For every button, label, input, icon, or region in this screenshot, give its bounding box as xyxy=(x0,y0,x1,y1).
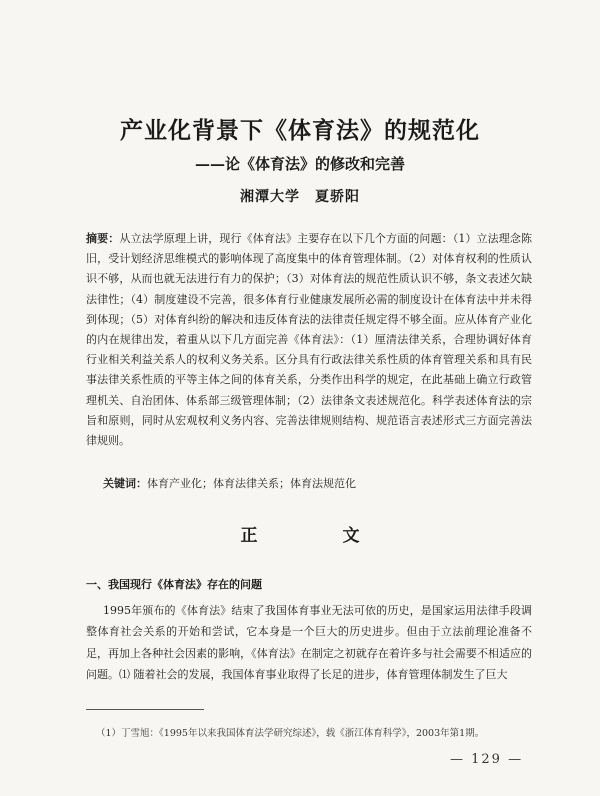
keywords-label: 关键词： xyxy=(103,477,147,490)
author-line: 湘潭大学 夏骄阳 xyxy=(240,189,360,205)
abstract xyxy=(86,229,532,451)
paper-title: 产业化背景下《体育法》的规范化 xyxy=(120,118,480,144)
page-number: — 129 — xyxy=(450,752,524,767)
abstract-text: 从立法学原理上讲，现行《体育法》主要存在以下几个方面的问题：（1）立法理念陈旧，受计划经济思维模式的影响体现了高度集中的体育管理体制。（2）对体育权利的性质认识不够，从而也就无法进行有力的保护；（3）对体育法的规范性质认识不够，条文表述欠缺法律性；（4）制度建设不完善，很多体育行业健康发展所必需的制度设计在体育法中并未得到体现；（5）对体育纠纷的解决和违反体育法的法律责任规定得不够全面。应从体育产业化的内在规律出发，着重从以下几方面完善《体育法》：（1）厘清法律关系，合理协调好体育行业相关利益关系人的权利义务关系。区分具有行政法律关系性质的体育管理关系和具有民事法律关系性质的平等主体之间的体育关系，分类作出科学的规定，在此基础上确立行政管理机关、自治团体、体系部三级管理体制；（2）法律条文表述规范化。科学表述体育法的宗旨和原则，同时从宏观权利义务内容、完善法律规则结构、规范语言表述形式三方面完善法律规则。 xyxy=(86,232,533,448)
body-paragraph: 1995年颁布的《体育法》结束了我国体育事业无法可依的历史，是国家运用法律手段调整体育社会关系的开始和尝试，它本身是一个巨大的历史进步。但由于立法前理论准备不足，再加上各种社会因素的影响，《体育法》在制定之初就存在着许多与社会需要不相适应的问题。⑴ 随着社会的发展，我国体育事业取得了长足的进步，体育管理体制发生了巨大 xyxy=(86,604,532,682)
abstract-label: 摘要： xyxy=(86,232,120,245)
keywords xyxy=(103,475,356,491)
footnote: （1）丁雪旭：《1995年以来我国体育法学研究综述》，载《浙江体育科学》，2003年第1期。 xyxy=(96,728,485,739)
sub-heading: 一、我国现行《体育法》存在的问题 xyxy=(86,578,262,591)
section-heading: 正 文 xyxy=(240,526,394,546)
footnote-divider xyxy=(86,709,204,710)
keywords-text: 体育产业化；体育法律关系；体育法规范化 xyxy=(147,477,356,490)
paper-subtitle: ——论《体育法》的修改和完善 xyxy=(194,155,405,173)
